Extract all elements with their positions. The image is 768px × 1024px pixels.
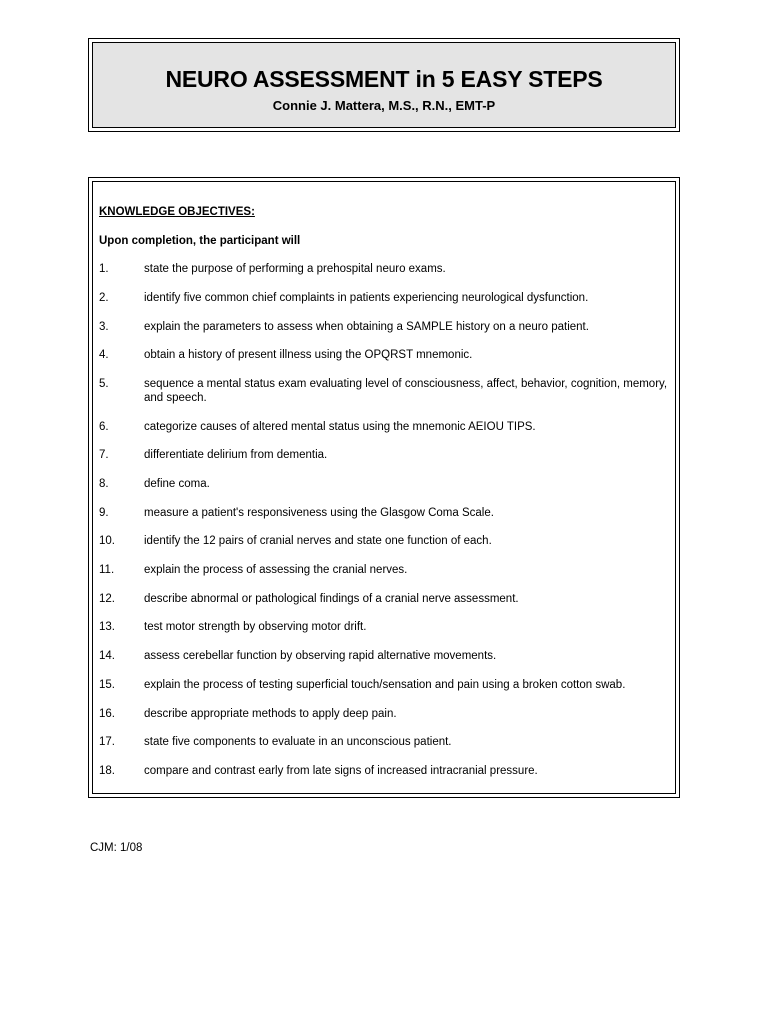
objective-number: 4. (99, 349, 109, 362)
list-item (99, 262, 669, 276)
objectives-intro: Upon completion, the participant will (99, 234, 301, 247)
objective-text: sequence a mental status exam evaluating level of consciousness, affect, behavior, cognition, memory, and speech. (144, 377, 668, 404)
list-item (99, 534, 669, 548)
objective-number: 2. (99, 291, 109, 304)
objective-number: 17. (99, 736, 115, 749)
list-item (99, 506, 669, 520)
objective-number: 18. (99, 764, 115, 777)
list-item (99, 707, 669, 721)
objectives-panel (92, 181, 676, 794)
objective-text: identify five common chief complaints in patients experiencing neurological dysfunction. (144, 291, 589, 304)
objective-number: 8. (99, 478, 109, 490)
objective-text: obtain a history of present illness using the OPQRST mnemonic. (144, 349, 473, 362)
list-item (99, 620, 669, 634)
objective-number: 5. (99, 377, 109, 390)
list-item (99, 678, 669, 692)
objective-text: define coma. (144, 478, 210, 490)
objective-number: 15. (99, 678, 115, 691)
objective-text: compare and contrast early from late signs of increased intracranial pressure. (144, 764, 538, 777)
objective-number: 9. (99, 506, 109, 519)
objective-number: 6. (99, 420, 109, 433)
objective-text: state the purpose of performing a prehospital neuro exams. (144, 263, 446, 276)
objective-number: 12. (99, 592, 115, 605)
list-item (99, 735, 669, 749)
list-item (99, 563, 669, 577)
objective-text: describe appropriate methods to apply deep pain. (144, 707, 397, 720)
objectives-box (88, 177, 680, 798)
objective-number: 7. (99, 449, 109, 462)
objective-text: assess cerebellar function by observing rapid alternative movements. (144, 650, 497, 663)
objectives-heading: KNOWLEDGE OBJECTIVES: (99, 206, 255, 218)
list-item (99, 649, 669, 663)
objective-text: test motor strength by observing motor drift. (144, 621, 367, 634)
list-item (99, 592, 669, 606)
objective-text: measure a patient's responsiveness using the Glasgow Coma Scale. (144, 506, 494, 519)
document-title: NEURO ASSESSMENT in 5 EASY STEPS (165, 66, 603, 92)
objective-text: explain the process of testing superficial touch/sensation and pain using a broken cotton swab. (144, 678, 626, 691)
objective-text: explain the process of assessing the cranial nerves. (144, 564, 408, 577)
title-panel (92, 42, 676, 128)
objective-number: 3. (99, 320, 109, 333)
list-item (99, 348, 669, 362)
list-item (99, 377, 669, 405)
objective-number: 14. (99, 650, 115, 663)
list-item (99, 420, 669, 434)
objective-text: state five components to evaluate in an unconscious patient. (144, 736, 452, 749)
objective-text: categorize causes of altered mental status using the mnemonic AEIOU TIPS. (144, 420, 536, 433)
title-box (88, 38, 680, 132)
objective-text: differentiate delirium from dementia. (144, 449, 328, 462)
objective-number: 13. (99, 621, 115, 634)
list-item (99, 477, 669, 491)
list-item (99, 764, 669, 778)
footer-code: CJM: 1/08 (90, 842, 143, 854)
list-item (99, 448, 669, 462)
document-author: Connie J. Mattera, M.S., R.N., EMT-P (272, 98, 496, 113)
objective-number: 11. (99, 564, 115, 577)
objectives-list (99, 262, 669, 778)
objective-number: 10. (99, 535, 115, 548)
list-item (99, 320, 669, 334)
objective-text: identify the 12 pairs of cranial nerves and state one function of each. (144, 535, 492, 548)
list-item (99, 291, 669, 305)
objective-text: describe abnormal or pathological findings of a cranial nerve assessment. (144, 592, 519, 605)
objective-number: 1. (99, 263, 109, 276)
objective-number: 16. (99, 707, 115, 720)
objective-text: explain the parameters to assess when obtaining a SAMPLE history on a neuro patient. (144, 320, 589, 333)
